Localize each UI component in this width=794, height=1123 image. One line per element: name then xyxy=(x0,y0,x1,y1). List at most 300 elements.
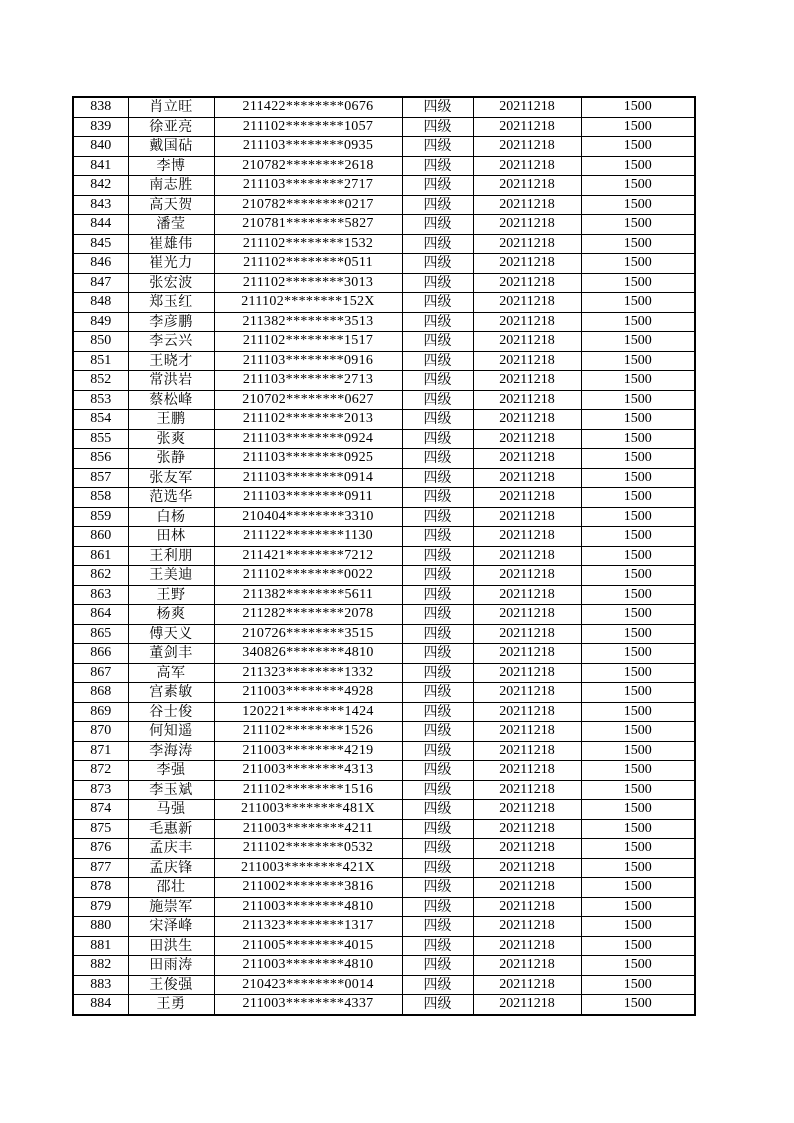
date-cell: 20211218 xyxy=(473,293,581,313)
name-cell: 宋泽峰 xyxy=(128,917,214,937)
id-number-cell: 211103********0911 xyxy=(214,488,402,508)
row-number-cell: 868 xyxy=(73,683,128,703)
table-row xyxy=(73,312,695,332)
table-row xyxy=(73,585,695,605)
table-row xyxy=(73,176,695,196)
id-number-cell: 211003********4219 xyxy=(214,741,402,761)
row-number-cell: 862 xyxy=(73,566,128,586)
name-cell: 田洪生 xyxy=(128,936,214,956)
level-cell: 四级 xyxy=(402,546,473,566)
date-cell: 20211218 xyxy=(473,585,581,605)
table-row xyxy=(73,137,695,157)
level-cell: 四级 xyxy=(402,273,473,293)
id-number-cell: 211422********0676 xyxy=(214,97,402,117)
name-cell: 范选华 xyxy=(128,488,214,508)
row-number-cell: 840 xyxy=(73,137,128,157)
table-row xyxy=(73,488,695,508)
amount-cell: 1500 xyxy=(581,234,695,254)
date-cell: 20211218 xyxy=(473,800,581,820)
amount-cell: 1500 xyxy=(581,507,695,527)
id-number-cell: 211102********152X xyxy=(214,293,402,313)
table-row xyxy=(73,936,695,956)
name-cell: 孟庆丰 xyxy=(128,839,214,859)
level-cell: 四级 xyxy=(402,195,473,215)
level-cell: 四级 xyxy=(402,605,473,625)
row-number-cell: 849 xyxy=(73,312,128,332)
date-cell: 20211218 xyxy=(473,215,581,235)
table-row xyxy=(73,156,695,176)
level-cell: 四级 xyxy=(402,839,473,859)
date-cell: 20211218 xyxy=(473,332,581,352)
table-row xyxy=(73,956,695,976)
id-number-cell: 211382********5611 xyxy=(214,585,402,605)
name-cell: 宫素敏 xyxy=(128,683,214,703)
date-cell: 20211218 xyxy=(473,878,581,898)
row-number-cell: 878 xyxy=(73,878,128,898)
level-cell: 四级 xyxy=(402,566,473,586)
amount-cell: 1500 xyxy=(581,995,695,1015)
level-cell: 四级 xyxy=(402,371,473,391)
table-row xyxy=(73,293,695,313)
row-number-cell: 845 xyxy=(73,234,128,254)
name-cell: 高军 xyxy=(128,663,214,683)
id-number-cell: 211102********1517 xyxy=(214,332,402,352)
id-number-cell: 211005********4015 xyxy=(214,936,402,956)
row-number-cell: 850 xyxy=(73,332,128,352)
row-number-cell: 865 xyxy=(73,624,128,644)
amount-cell: 1500 xyxy=(581,97,695,117)
row-number-cell: 848 xyxy=(73,293,128,313)
date-cell: 20211218 xyxy=(473,468,581,488)
roster-table-body xyxy=(73,97,695,1015)
name-cell: 崔光力 xyxy=(128,254,214,274)
amount-cell: 1500 xyxy=(581,741,695,761)
table-row xyxy=(73,917,695,937)
date-cell: 20211218 xyxy=(473,819,581,839)
table-row xyxy=(73,351,695,371)
row-number-cell: 877 xyxy=(73,858,128,878)
level-cell: 四级 xyxy=(402,995,473,1015)
table-row xyxy=(73,644,695,664)
name-cell: 李彦鹏 xyxy=(128,312,214,332)
row-number-cell: 859 xyxy=(73,507,128,527)
date-cell: 20211218 xyxy=(473,644,581,664)
level-cell: 四级 xyxy=(402,761,473,781)
table-row xyxy=(73,566,695,586)
date-cell: 20211218 xyxy=(473,273,581,293)
row-number-cell: 851 xyxy=(73,351,128,371)
id-number-cell: 210404********3310 xyxy=(214,507,402,527)
level-cell: 四级 xyxy=(402,936,473,956)
table-row xyxy=(73,663,695,683)
date-cell: 20211218 xyxy=(473,254,581,274)
level-cell: 四级 xyxy=(402,234,473,254)
id-number-cell: 211103********0935 xyxy=(214,137,402,157)
row-number-cell: 853 xyxy=(73,390,128,410)
table-row xyxy=(73,858,695,878)
date-cell: 20211218 xyxy=(473,507,581,527)
name-cell: 李海涛 xyxy=(128,741,214,761)
id-number-cell: 211103********0914 xyxy=(214,468,402,488)
roster-table xyxy=(72,96,696,1016)
amount-cell: 1500 xyxy=(581,624,695,644)
date-cell: 20211218 xyxy=(473,936,581,956)
date-cell: 20211218 xyxy=(473,624,581,644)
name-cell: 王晓才 xyxy=(128,351,214,371)
name-cell: 马强 xyxy=(128,800,214,820)
row-number-cell: 884 xyxy=(73,995,128,1015)
name-cell: 毛惠新 xyxy=(128,819,214,839)
level-cell: 四级 xyxy=(402,215,473,235)
level-cell: 四级 xyxy=(402,527,473,547)
date-cell: 20211218 xyxy=(473,663,581,683)
level-cell: 四级 xyxy=(402,644,473,664)
name-cell: 王美迪 xyxy=(128,566,214,586)
id-number-cell: 211122********1130 xyxy=(214,527,402,547)
amount-cell: 1500 xyxy=(581,722,695,742)
id-number-cell: 211102********0532 xyxy=(214,839,402,859)
date-cell: 20211218 xyxy=(473,702,581,722)
date-cell: 20211218 xyxy=(473,839,581,859)
name-cell: 王鹏 xyxy=(128,410,214,430)
table-row xyxy=(73,741,695,761)
level-cell: 四级 xyxy=(402,332,473,352)
id-number-cell: 211323********1332 xyxy=(214,663,402,683)
id-number-cell: 211102********0022 xyxy=(214,566,402,586)
name-cell: 李玉斌 xyxy=(128,780,214,800)
id-number-cell: 211103********0925 xyxy=(214,449,402,469)
id-number-cell: 211103********0924 xyxy=(214,429,402,449)
table-row xyxy=(73,215,695,235)
row-number-cell: 870 xyxy=(73,722,128,742)
name-cell: 王俊强 xyxy=(128,975,214,995)
name-cell: 田雨涛 xyxy=(128,956,214,976)
amount-cell: 1500 xyxy=(581,410,695,430)
id-number-cell: 210781********5827 xyxy=(214,215,402,235)
amount-cell: 1500 xyxy=(581,390,695,410)
table-row xyxy=(73,722,695,742)
amount-cell: 1500 xyxy=(581,332,695,352)
amount-cell: 1500 xyxy=(581,702,695,722)
date-cell: 20211218 xyxy=(473,975,581,995)
level-cell: 四级 xyxy=(402,858,473,878)
level-cell: 四级 xyxy=(402,293,473,313)
level-cell: 四级 xyxy=(402,585,473,605)
amount-cell: 1500 xyxy=(581,156,695,176)
name-cell: 戴国砧 xyxy=(128,137,214,157)
date-cell: 20211218 xyxy=(473,137,581,157)
table-row xyxy=(73,410,695,430)
level-cell: 四级 xyxy=(402,312,473,332)
amount-cell: 1500 xyxy=(581,761,695,781)
name-cell: 杨爽 xyxy=(128,605,214,625)
row-number-cell: 872 xyxy=(73,761,128,781)
table-row xyxy=(73,800,695,820)
name-cell: 肖立旺 xyxy=(128,97,214,117)
amount-cell: 1500 xyxy=(581,683,695,703)
table-row xyxy=(73,507,695,527)
id-number-cell: 211102********1526 xyxy=(214,722,402,742)
amount-cell: 1500 xyxy=(581,663,695,683)
date-cell: 20211218 xyxy=(473,234,581,254)
row-number-cell: 856 xyxy=(73,449,128,469)
row-number-cell: 844 xyxy=(73,215,128,235)
date-cell: 20211218 xyxy=(473,956,581,976)
level-cell: 四级 xyxy=(402,683,473,703)
amount-cell: 1500 xyxy=(581,819,695,839)
row-number-cell: 854 xyxy=(73,410,128,430)
level-cell: 四级 xyxy=(402,97,473,117)
table-row xyxy=(73,624,695,644)
level-cell: 四级 xyxy=(402,468,473,488)
table-row xyxy=(73,975,695,995)
table-row xyxy=(73,878,695,898)
row-number-cell: 871 xyxy=(73,741,128,761)
table-row xyxy=(73,332,695,352)
table-row xyxy=(73,273,695,293)
row-number-cell: 846 xyxy=(73,254,128,274)
row-number-cell: 864 xyxy=(73,605,128,625)
date-cell: 20211218 xyxy=(473,546,581,566)
table-row xyxy=(73,117,695,137)
amount-cell: 1500 xyxy=(581,449,695,469)
table-row xyxy=(73,254,695,274)
name-cell: 田林 xyxy=(128,527,214,547)
id-number-cell: 211003********4337 xyxy=(214,995,402,1015)
amount-cell: 1500 xyxy=(581,585,695,605)
amount-cell: 1500 xyxy=(581,371,695,391)
name-cell: 张爽 xyxy=(128,429,214,449)
date-cell: 20211218 xyxy=(473,858,581,878)
amount-cell: 1500 xyxy=(581,917,695,937)
date-cell: 20211218 xyxy=(473,741,581,761)
level-cell: 四级 xyxy=(402,117,473,137)
row-number-cell: 855 xyxy=(73,429,128,449)
date-cell: 20211218 xyxy=(473,780,581,800)
name-cell: 张宏波 xyxy=(128,273,214,293)
row-number-cell: 882 xyxy=(73,956,128,976)
row-number-cell: 843 xyxy=(73,195,128,215)
amount-cell: 1500 xyxy=(581,780,695,800)
name-cell: 王利朋 xyxy=(128,546,214,566)
level-cell: 四级 xyxy=(402,507,473,527)
id-number-cell: 210702********0627 xyxy=(214,390,402,410)
id-number-cell: 211102********1516 xyxy=(214,780,402,800)
table-row xyxy=(73,429,695,449)
level-cell: 四级 xyxy=(402,449,473,469)
amount-cell: 1500 xyxy=(581,956,695,976)
date-cell: 20211218 xyxy=(473,995,581,1015)
id-number-cell: 210726********3515 xyxy=(214,624,402,644)
row-number-cell: 876 xyxy=(73,839,128,859)
id-number-cell: 211102********3013 xyxy=(214,273,402,293)
name-cell: 蔡松峰 xyxy=(128,390,214,410)
amount-cell: 1500 xyxy=(581,878,695,898)
name-cell: 张静 xyxy=(128,449,214,469)
row-number-cell: 847 xyxy=(73,273,128,293)
date-cell: 20211218 xyxy=(473,390,581,410)
name-cell: 李博 xyxy=(128,156,214,176)
row-number-cell: 838 xyxy=(73,97,128,117)
row-number-cell: 858 xyxy=(73,488,128,508)
level-cell: 四级 xyxy=(402,956,473,976)
name-cell: 白杨 xyxy=(128,507,214,527)
amount-cell: 1500 xyxy=(581,312,695,332)
subsidy-roster-sheet xyxy=(72,96,694,1016)
amount-cell: 1500 xyxy=(581,936,695,956)
name-cell: 李云兴 xyxy=(128,332,214,352)
row-number-cell: 869 xyxy=(73,702,128,722)
table-row xyxy=(73,546,695,566)
table-row xyxy=(73,819,695,839)
id-number-cell: 210782********0217 xyxy=(214,195,402,215)
level-cell: 四级 xyxy=(402,254,473,274)
row-number-cell: 879 xyxy=(73,897,128,917)
table-row xyxy=(73,234,695,254)
amount-cell: 1500 xyxy=(581,117,695,137)
amount-cell: 1500 xyxy=(581,195,695,215)
row-number-cell: 880 xyxy=(73,917,128,937)
name-cell: 邵壮 xyxy=(128,878,214,898)
id-number-cell: 211103********2713 xyxy=(214,371,402,391)
amount-cell: 1500 xyxy=(581,858,695,878)
amount-cell: 1500 xyxy=(581,351,695,371)
id-number-cell: 211282********2078 xyxy=(214,605,402,625)
amount-cell: 1500 xyxy=(581,800,695,820)
row-number-cell: 839 xyxy=(73,117,128,137)
table-row xyxy=(73,371,695,391)
id-number-cell: 211002********3816 xyxy=(214,878,402,898)
level-cell: 四级 xyxy=(402,176,473,196)
name-cell: 郑玉红 xyxy=(128,293,214,313)
row-number-cell: 842 xyxy=(73,176,128,196)
row-number-cell: 841 xyxy=(73,156,128,176)
level-cell: 四级 xyxy=(402,663,473,683)
row-number-cell: 867 xyxy=(73,663,128,683)
name-cell: 徐亚亮 xyxy=(128,117,214,137)
level-cell: 四级 xyxy=(402,897,473,917)
level-cell: 四级 xyxy=(402,410,473,430)
amount-cell: 1500 xyxy=(581,897,695,917)
level-cell: 四级 xyxy=(402,702,473,722)
table-row xyxy=(73,839,695,859)
id-number-cell: 211102********1532 xyxy=(214,234,402,254)
id-number-cell: 211102********2013 xyxy=(214,410,402,430)
date-cell: 20211218 xyxy=(473,449,581,469)
id-number-cell: 211103********0916 xyxy=(214,351,402,371)
level-cell: 四级 xyxy=(402,137,473,157)
name-cell: 董剑丰 xyxy=(128,644,214,664)
id-number-cell: 211102********0511 xyxy=(214,254,402,274)
date-cell: 20211218 xyxy=(473,351,581,371)
id-number-cell: 211421********7212 xyxy=(214,546,402,566)
level-cell: 四级 xyxy=(402,429,473,449)
id-number-cell: 211003********4928 xyxy=(214,683,402,703)
amount-cell: 1500 xyxy=(581,137,695,157)
table-row xyxy=(73,702,695,722)
level-cell: 四级 xyxy=(402,878,473,898)
date-cell: 20211218 xyxy=(473,312,581,332)
date-cell: 20211218 xyxy=(473,410,581,430)
id-number-cell: 211003********421X xyxy=(214,858,402,878)
level-cell: 四级 xyxy=(402,819,473,839)
date-cell: 20211218 xyxy=(473,371,581,391)
id-number-cell: 211382********3513 xyxy=(214,312,402,332)
name-cell: 潘莹 xyxy=(128,215,214,235)
name-cell: 傅天义 xyxy=(128,624,214,644)
date-cell: 20211218 xyxy=(473,605,581,625)
level-cell: 四级 xyxy=(402,917,473,937)
name-cell: 常洪岩 xyxy=(128,371,214,391)
table-row xyxy=(73,995,695,1015)
level-cell: 四级 xyxy=(402,156,473,176)
amount-cell: 1500 xyxy=(581,293,695,313)
row-number-cell: 857 xyxy=(73,468,128,488)
date-cell: 20211218 xyxy=(473,195,581,215)
amount-cell: 1500 xyxy=(581,273,695,293)
level-cell: 四级 xyxy=(402,975,473,995)
date-cell: 20211218 xyxy=(473,683,581,703)
table-row xyxy=(73,195,695,215)
name-cell: 孟庆锋 xyxy=(128,858,214,878)
id-number-cell: 211103********2717 xyxy=(214,176,402,196)
amount-cell: 1500 xyxy=(581,605,695,625)
name-cell: 李强 xyxy=(128,761,214,781)
id-number-cell: 120221********1424 xyxy=(214,702,402,722)
amount-cell: 1500 xyxy=(581,644,695,664)
row-number-cell: 883 xyxy=(73,975,128,995)
level-cell: 四级 xyxy=(402,780,473,800)
row-number-cell: 881 xyxy=(73,936,128,956)
amount-cell: 1500 xyxy=(581,566,695,586)
date-cell: 20211218 xyxy=(473,897,581,917)
date-cell: 20211218 xyxy=(473,97,581,117)
row-number-cell: 863 xyxy=(73,585,128,605)
amount-cell: 1500 xyxy=(581,839,695,859)
id-number-cell: 210423********0014 xyxy=(214,975,402,995)
id-number-cell: 211102********1057 xyxy=(214,117,402,137)
table-row xyxy=(73,527,695,547)
table-row xyxy=(73,683,695,703)
name-cell: 南志胜 xyxy=(128,176,214,196)
name-cell: 谷士俊 xyxy=(128,702,214,722)
amount-cell: 1500 xyxy=(581,975,695,995)
level-cell: 四级 xyxy=(402,800,473,820)
date-cell: 20211218 xyxy=(473,176,581,196)
table-row xyxy=(73,605,695,625)
date-cell: 20211218 xyxy=(473,117,581,137)
date-cell: 20211218 xyxy=(473,566,581,586)
level-cell: 四级 xyxy=(402,351,473,371)
date-cell: 20211218 xyxy=(473,156,581,176)
id-number-cell: 211003********4810 xyxy=(214,956,402,976)
name-cell: 何知遥 xyxy=(128,722,214,742)
table-row xyxy=(73,761,695,781)
amount-cell: 1500 xyxy=(581,429,695,449)
level-cell: 四级 xyxy=(402,390,473,410)
row-number-cell: 875 xyxy=(73,819,128,839)
table-row xyxy=(73,390,695,410)
level-cell: 四级 xyxy=(402,741,473,761)
id-number-cell: 211003********481X xyxy=(214,800,402,820)
table-row xyxy=(73,449,695,469)
date-cell: 20211218 xyxy=(473,527,581,547)
amount-cell: 1500 xyxy=(581,176,695,196)
amount-cell: 1500 xyxy=(581,488,695,508)
amount-cell: 1500 xyxy=(581,215,695,235)
level-cell: 四级 xyxy=(402,488,473,508)
name-cell: 王勇 xyxy=(128,995,214,1015)
